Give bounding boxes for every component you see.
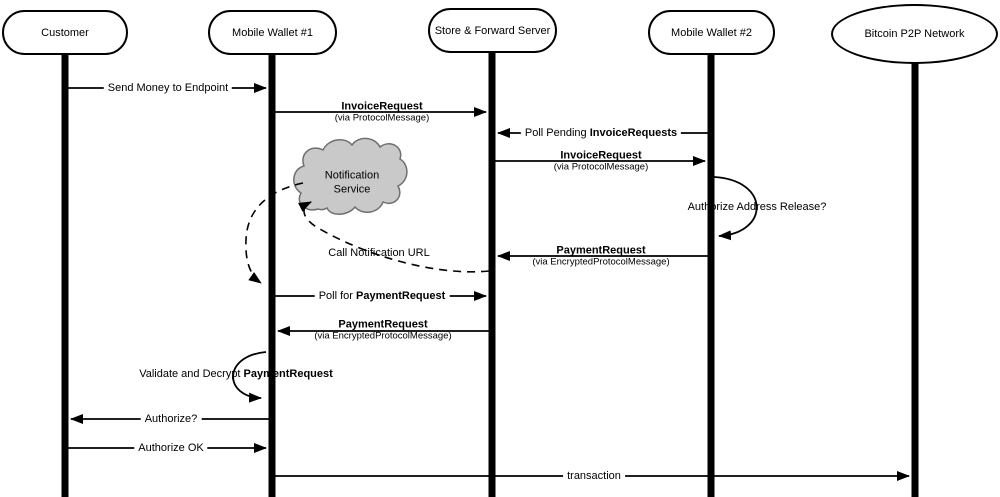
message-validate-bold: PaymentRequest bbox=[243, 367, 333, 380]
lifeline-bitcoin bbox=[912, 63, 919, 497]
message-poll-pending bbox=[521, 127, 681, 139]
message-send-money: Send Money to Endpoint bbox=[104, 82, 232, 94]
message-payment-request-to-wallet1-via: (via EncryptedProtocolMessage) bbox=[314, 330, 452, 342]
lifeline-customer bbox=[62, 54, 69, 497]
message-poll-for-payment-request bbox=[315, 290, 450, 302]
actor-wallet1 bbox=[208, 10, 337, 55]
message-invoice-request-1-name: InvoiceRequest bbox=[341, 100, 423, 113]
message-invoice-request-1-via: (via ProtocolMessage) bbox=[334, 112, 430, 124]
message-payment-request-to-wallet1-name: PaymentRequest bbox=[338, 318, 428, 331]
lifeline-server bbox=[489, 52, 496, 497]
lifeline-wallet1 bbox=[269, 54, 276, 497]
actor-customer bbox=[2, 10, 128, 55]
message-poll-pending-prefix: Poll Pending bbox=[524, 126, 590, 139]
message-invoice-request-1 bbox=[335, 101, 430, 124]
message-transaction: transaction bbox=[563, 470, 625, 482]
message-invoice-request-2 bbox=[554, 150, 649, 173]
message-validate-prefix: Validate and Decrypt bbox=[139, 367, 244, 380]
message-validate-and-decrypt bbox=[139, 368, 333, 380]
message-payment-request-to-server-name: PaymentRequest bbox=[556, 244, 646, 257]
message-payment-request-to-wallet1 bbox=[314, 319, 451, 342]
message-payment-request-to-server-via: (via EncryptedProtocolMessage) bbox=[532, 256, 670, 268]
actor-server bbox=[428, 8, 557, 53]
message-authorize-question: Authorize? bbox=[141, 413, 202, 425]
actor-bitcoin bbox=[831, 4, 998, 64]
message-authorize-ok: Authorize OK bbox=[134, 442, 207, 454]
message-poll-pending-bold: InvoiceRequests bbox=[589, 126, 678, 139]
notification-service-label: Notification Service bbox=[324, 169, 380, 195]
actor-customer-label: Customer bbox=[41, 26, 89, 39]
message-poll-for-prefix: Poll for bbox=[318, 289, 357, 302]
lifeline-wallet2 bbox=[708, 55, 715, 497]
message-poll-for-bold: PaymentRequest bbox=[356, 289, 446, 302]
message-invoice-request-2-via: (via ProtocolMessage) bbox=[553, 161, 649, 173]
message-call-notification-url: Call Notification URL bbox=[328, 246, 430, 259]
actor-bitcoin-label: Bitcoin P2P Network bbox=[864, 28, 965, 40]
actor-server-label: Store & Forward Server bbox=[434, 24, 551, 37]
actor-wallet2-label: Mobile Wallet #2 bbox=[671, 26, 752, 39]
message-authorize-address-release: Authorize Address Release? bbox=[687, 200, 827, 213]
message-invoice-request-2-name: InvoiceRequest bbox=[560, 149, 642, 162]
actor-wallet2 bbox=[648, 10, 775, 55]
message-payment-request-to-server bbox=[532, 245, 669, 268]
actor-wallet1-label: Mobile Wallet #1 bbox=[232, 26, 313, 39]
